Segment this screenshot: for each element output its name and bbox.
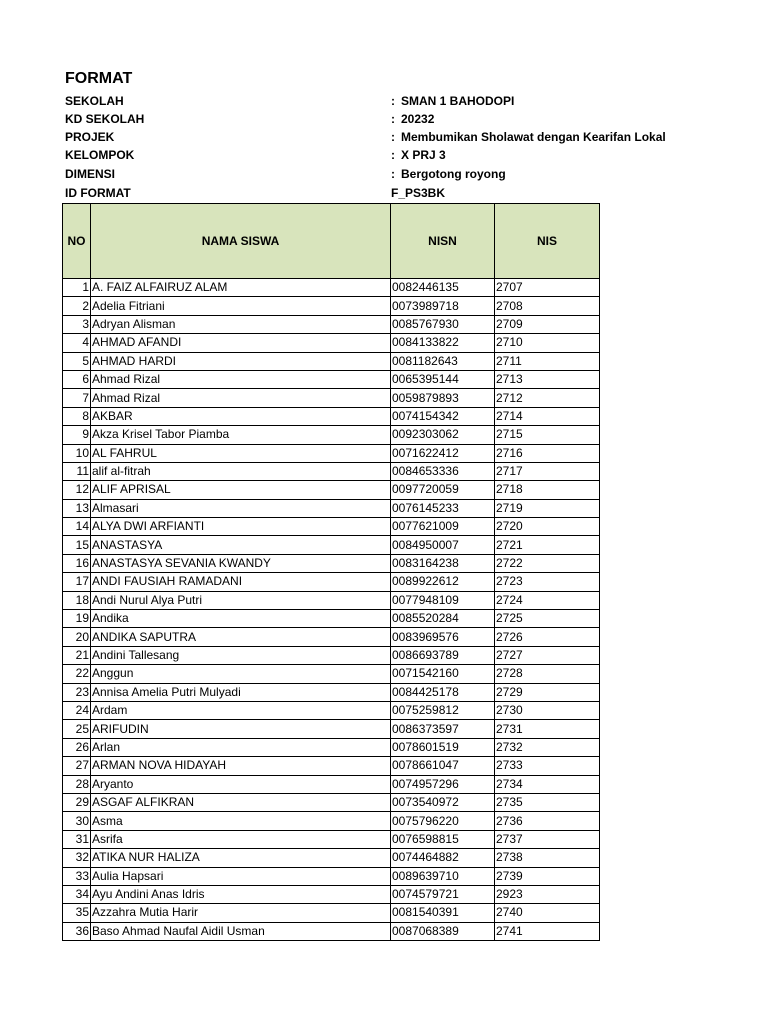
cell-nama-siswa: Andi Nurul Alya Putri — [91, 591, 391, 609]
cell-nisn: 0086373597 — [391, 720, 495, 738]
cell-nis: 2724 — [495, 591, 600, 609]
cell-nama-siswa: Adryan Alisman — [91, 315, 391, 333]
cell-nis: 2718 — [495, 481, 600, 499]
cell-nis: 2733 — [495, 757, 600, 775]
table-row — [63, 444, 600, 462]
field-value-line — [391, 184, 602, 202]
cell-nisn: 0074579721 — [391, 885, 495, 903]
cell-nisn: 0083969576 — [391, 628, 495, 646]
cell-nama-siswa: Akza Krisel Tabor Piamba — [91, 426, 391, 444]
cell-nisn: 0089922612 — [391, 573, 495, 591]
field-value-line — [391, 92, 602, 110]
cell-nisn: 0075259812 — [391, 701, 495, 719]
cell-nisn: 0085767930 — [391, 315, 495, 333]
table-row — [63, 757, 600, 775]
cell-no: 21 — [63, 646, 91, 664]
student-rows — [63, 279, 600, 941]
cell-nis: 2738 — [495, 849, 600, 867]
cell-no: 7 — [63, 389, 91, 407]
field-colon: : — [391, 167, 395, 181]
cell-nama-siswa: Asma — [91, 812, 391, 830]
cell-nisn: 0071542160 — [391, 665, 495, 683]
table-row — [63, 352, 600, 370]
cell-nisn: 0059879893 — [391, 389, 495, 407]
table-row — [63, 628, 600, 646]
cell-nis: 2729 — [495, 683, 600, 701]
cell-no: 2 — [63, 297, 91, 315]
cell-no: 34 — [63, 885, 91, 903]
cell-nama-siswa: Ayu Andini Anas Idris — [91, 885, 391, 903]
cell-no: 28 — [63, 775, 91, 793]
table-row — [63, 407, 600, 425]
cell-nisn: 0086693789 — [391, 646, 495, 664]
field-value: Bergotong royong — [401, 167, 506, 181]
cell-nama-siswa: AKBAR — [91, 407, 391, 425]
table-row — [63, 518, 600, 536]
cell-nis: 2712 — [495, 389, 600, 407]
field-label: SEKOLAH — [65, 94, 124, 108]
cell-nis: 2708 — [495, 297, 600, 315]
cell-nama-siswa: Annisa Amelia Putri Mulyadi — [91, 683, 391, 701]
header-nisn: NISN — [391, 204, 495, 279]
field-value-line — [391, 110, 602, 128]
cell-nisn: 0084950007 — [391, 536, 495, 554]
cell-nis: 2740 — [495, 904, 600, 922]
cell-nama-siswa: ANASTASYA SEVANIA KWANDY — [91, 554, 391, 572]
cell-no: 1 — [63, 279, 91, 297]
header-nama-siswa: NAMA SISWA — [91, 204, 391, 279]
cell-nama-siswa: ANDIKA SAPUTRA — [91, 628, 391, 646]
cell-nis: 2707 — [495, 279, 600, 297]
cell-nis: 2737 — [495, 830, 600, 848]
cell-nama-siswa: Baso Ahmad Naufal Aidil Usman — [91, 922, 391, 940]
table-row — [63, 646, 600, 664]
cell-nama-siswa: Azzahra Mutia Harir — [91, 904, 391, 922]
cell-no: 32 — [63, 849, 91, 867]
cell-nis: 2713 — [495, 370, 600, 388]
cell-no: 36 — [63, 922, 91, 940]
cell-no: 17 — [63, 573, 91, 591]
table-header-row — [63, 204, 600, 279]
table-row — [63, 904, 600, 922]
cell-nisn: 0085520284 — [391, 610, 495, 628]
cell-no: 18 — [63, 591, 91, 609]
field-colon: : — [391, 94, 395, 108]
cell-nisn: 0076145233 — [391, 499, 495, 517]
cell-nisn: 0065395144 — [391, 370, 495, 388]
cell-nama-siswa: ALYA DWI ARFIANTI — [91, 518, 391, 536]
field-label: DIMENSI — [65, 167, 116, 181]
form-title: FORMAT — [65, 70, 133, 87]
cell-nis: 2722 — [495, 554, 600, 572]
cell-no: 5 — [63, 352, 91, 370]
field-value-line — [391, 128, 666, 146]
cell-nama-siswa: Asrifa — [91, 830, 391, 848]
table-row — [63, 462, 600, 480]
cell-no: 10 — [63, 444, 91, 462]
field-colon: : — [391, 148, 395, 162]
cell-no: 15 — [63, 536, 91, 554]
cell-nisn: 0074464882 — [391, 849, 495, 867]
cell-nisn: 0078601519 — [391, 738, 495, 756]
cell-nama-siswa: Andika — [91, 610, 391, 628]
table-row — [63, 370, 600, 388]
cell-nis: 2710 — [495, 334, 600, 352]
cell-nisn: 0074957296 — [391, 775, 495, 793]
table-row — [63, 499, 600, 517]
cell-nama-siswa: Adelia Fitriani — [91, 297, 391, 315]
table-row — [63, 720, 600, 738]
table-row — [63, 426, 600, 444]
cell-nama-siswa: Andini Tallesang — [91, 646, 391, 664]
table-row — [63, 830, 600, 848]
cell-no: 23 — [63, 683, 91, 701]
cell-nis: 2736 — [495, 812, 600, 830]
cell-nis: 2726 — [495, 628, 600, 646]
cell-nis: 2711 — [495, 352, 600, 370]
cell-nama-siswa: ASGAF ALFIKRAN — [91, 793, 391, 811]
cell-no: 24 — [63, 701, 91, 719]
cell-nisn: 0077621009 — [391, 518, 495, 536]
field-colon: : — [391, 130, 395, 144]
cell-nisn: 0073989718 — [391, 297, 495, 315]
field-label: KD SEKOLAH — [65, 112, 145, 126]
cell-nis: 2719 — [495, 499, 600, 517]
cell-no: 14 — [63, 518, 91, 536]
field-value: Membumikan Sholawat dengan Kearifan Lokal — [401, 130, 666, 144]
cell-nama-siswa: Aryanto — [91, 775, 391, 793]
cell-nis: 2923 — [495, 885, 600, 903]
table-row — [63, 812, 600, 830]
cell-nisn: 0077948109 — [391, 591, 495, 609]
cell-nama-siswa: Ardam — [91, 701, 391, 719]
cell-nama-siswa: ANDI FAUSIAH RAMADANI — [91, 573, 391, 591]
header-nis: NIS — [495, 204, 600, 279]
table-row — [63, 315, 600, 333]
cell-nama-siswa: ALIF APRISAL — [91, 481, 391, 499]
cell-nis: 2730 — [495, 701, 600, 719]
table-row — [63, 297, 600, 315]
cell-nama-siswa: Ahmad Rizal — [91, 389, 391, 407]
cell-nisn: 0084133822 — [391, 334, 495, 352]
cell-nis: 2735 — [495, 793, 600, 811]
cell-nama-siswa: AHMAD AFANDI — [91, 334, 391, 352]
cell-no: 11 — [63, 462, 91, 480]
table-row — [63, 922, 600, 940]
cell-no: 26 — [63, 738, 91, 756]
cell-no: 13 — [63, 499, 91, 517]
cell-nis: 2731 — [495, 720, 600, 738]
cell-nis: 2721 — [495, 536, 600, 554]
cell-nama-siswa: Almasari — [91, 499, 391, 517]
cell-nisn: 0084425178 — [391, 683, 495, 701]
cell-nis: 2725 — [495, 610, 600, 628]
field-colon: : — [391, 112, 395, 126]
field-value: F_PS3BK — [391, 186, 446, 200]
cell-nis: 2728 — [495, 665, 600, 683]
table-row — [63, 389, 600, 407]
cell-no: 3 — [63, 315, 91, 333]
table-row — [63, 665, 600, 683]
cell-no: 29 — [63, 793, 91, 811]
cell-nis: 2709 — [495, 315, 600, 333]
field-value: SMAN 1 BAHODOPI — [401, 94, 515, 108]
cell-nama-siswa: ANASTASYA — [91, 536, 391, 554]
cell-no: 9 — [63, 426, 91, 444]
cell-nisn: 0074154342 — [391, 407, 495, 425]
cell-nisn: 0075796220 — [391, 812, 495, 830]
cell-no: 25 — [63, 720, 91, 738]
cell-nisn: 0082446135 — [391, 279, 495, 297]
table-row — [63, 885, 600, 903]
cell-nisn: 0073540972 — [391, 793, 495, 811]
cell-nisn: 0076598815 — [391, 830, 495, 848]
cell-nama-siswa: ARIFUDIN — [91, 720, 391, 738]
cell-nama-siswa: Arlan — [91, 738, 391, 756]
cell-nisn: 0078661047 — [391, 757, 495, 775]
table-row — [63, 481, 600, 499]
table-row — [63, 573, 600, 591]
table-row — [63, 334, 600, 352]
cell-nis: 2732 — [495, 738, 600, 756]
table-row — [63, 554, 600, 572]
cell-nama-siswa: AHMAD HARDI — [91, 352, 391, 370]
table-row — [63, 849, 600, 867]
table-row — [63, 591, 600, 609]
cell-nis: 2717 — [495, 462, 600, 480]
cell-nisn: 0083164238 — [391, 554, 495, 572]
cell-nama-siswa: alif al-fitrah — [91, 462, 391, 480]
field-label: ID FORMAT — [65, 186, 131, 200]
field-value: X PRJ 3 — [401, 148, 446, 162]
cell-nisn: 0097720059 — [391, 481, 495, 499]
table-row — [63, 683, 600, 701]
cell-nisn: 0071622412 — [391, 444, 495, 462]
cell-no: 6 — [63, 370, 91, 388]
cell-no: 30 — [63, 812, 91, 830]
cell-nisn: 0089639710 — [391, 867, 495, 885]
cell-no: 16 — [63, 554, 91, 572]
cell-nisn: 0084653336 — [391, 462, 495, 480]
field-value: 20232 — [401, 112, 435, 126]
cell-no: 22 — [63, 665, 91, 683]
cell-nis: 2715 — [495, 426, 600, 444]
cell-nama-siswa: Anggun — [91, 665, 391, 683]
field-value-line — [391, 146, 602, 164]
cell-nis: 2734 — [495, 775, 600, 793]
cell-nama-siswa: AL FAHRUL — [91, 444, 391, 462]
cell-nisn: 0087068389 — [391, 922, 495, 940]
cell-no: 27 — [63, 757, 91, 775]
cell-nama-siswa: A. FAIZ ALFAIRUZ ALAM — [91, 279, 391, 297]
cell-nisn: 0081182643 — [391, 352, 495, 370]
cell-nis: 2716 — [495, 444, 600, 462]
cell-nisn: 0092303062 — [391, 426, 495, 444]
cell-nis: 2741 — [495, 922, 600, 940]
cell-nama-siswa: ARMAN NOVA HIDAYAH — [91, 757, 391, 775]
cell-no: 33 — [63, 867, 91, 885]
cell-no: 31 — [63, 830, 91, 848]
header-no: NO — [63, 204, 91, 279]
field-label: KELOMPOK — [65, 148, 135, 162]
cell-nis: 2720 — [495, 518, 600, 536]
cell-no: 20 — [63, 628, 91, 646]
cell-nis: 2739 — [495, 867, 600, 885]
table-row — [63, 701, 600, 719]
cell-no: 4 — [63, 334, 91, 352]
field-label: PROJEK — [65, 130, 115, 144]
cell-no: 35 — [63, 904, 91, 922]
student-table — [62, 203, 600, 941]
table-row — [63, 775, 600, 793]
cell-nama-siswa: ATIKA NUR HALIZA — [91, 849, 391, 867]
cell-no: 12 — [63, 481, 91, 499]
table-row — [63, 738, 600, 756]
cell-nama-siswa: Ahmad Rizal — [91, 370, 391, 388]
table-row — [63, 867, 600, 885]
table-row — [63, 793, 600, 811]
cell-no: 8 — [63, 407, 91, 425]
field-value-line — [391, 165, 602, 183]
cell-nis: 2714 — [495, 407, 600, 425]
cell-nama-siswa: Aulia Hapsari — [91, 867, 391, 885]
cell-nis: 2727 — [495, 646, 600, 664]
table-row — [63, 536, 600, 554]
table-row — [63, 610, 600, 628]
cell-no: 19 — [63, 610, 91, 628]
cell-nisn: 0081540391 — [391, 904, 495, 922]
cell-nis: 2723 — [495, 573, 600, 591]
table-row — [63, 279, 600, 297]
